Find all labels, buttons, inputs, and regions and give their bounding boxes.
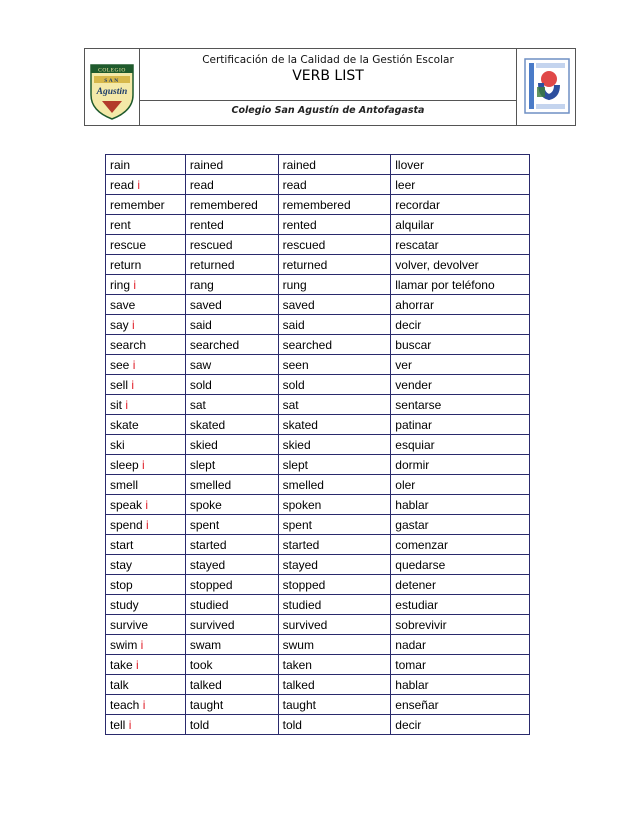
cell-text: said [189,317,212,332]
cell-text: estudiar [395,597,438,612]
cell-text: stay [110,557,133,572]
cell-text: started [189,537,227,552]
verb-past-cell [185,335,278,355]
verb-past-cell [185,255,278,275]
cell-text: survived [189,617,235,632]
cell-text: rescue [110,237,147,252]
document-header [84,48,576,126]
cell-text: rescatar [395,237,439,252]
cell-text: started [282,537,320,552]
cell-text: rent [110,217,131,232]
cell-text: dormir [395,457,430,472]
verb-spanish-cell [391,535,530,555]
verb-base-cell [106,355,186,375]
cell-text: remember [110,197,165,212]
cell-text: spoke [189,497,222,512]
cell-text: sell [110,377,129,392]
verb-base-cell [106,275,186,295]
cell-text: skated [189,417,226,432]
verb-participle-cell [278,615,391,635]
verb-past-cell [185,615,278,635]
verb-participle-cell [278,595,391,615]
cell-text: sobrevivir [395,617,447,632]
verb-base-cell [106,495,186,515]
verb-past-cell [185,355,278,375]
cell-text: search [110,337,147,352]
cell-text: studied [282,597,322,612]
verb-base-cell [106,675,186,695]
verb-participle-cell [278,635,391,655]
cell-text: esquiar [395,437,435,452]
cell-text: read [189,177,214,192]
cell-text: return [110,257,142,272]
cell-text: swum [282,637,314,652]
cell-text: spent [282,517,312,532]
cell-text: sit [110,397,122,412]
cell-text: searched [189,337,240,352]
verb-spanish-cell [391,215,530,235]
table-row [106,635,530,655]
verb-past-cell [185,455,278,475]
verb-spanish-cell [391,495,530,515]
verb-past-cell [185,435,278,455]
cell-text: teach [110,697,140,712]
verb-participle-cell [278,395,391,415]
verb-participle-cell [278,575,391,595]
verb-base-cell [106,195,186,215]
verb-participle-cell [278,175,391,195]
cell-text: sleep [110,457,139,472]
verb-past-cell [185,475,278,495]
verb-spanish-cell [391,455,530,475]
cell-text: patinar [395,417,432,432]
cell-text: llover [395,157,424,172]
cell-text: ski [110,437,125,452]
irregular-marker: i [145,497,149,512]
verb-past-cell [185,175,278,195]
cell-text: hablar [395,497,429,512]
verb-spanish-cell [391,415,530,435]
cell-text: smelled [282,477,324,492]
cell-text: returned [282,257,328,272]
verb-past-cell [185,155,278,175]
school-crest-icon [85,49,139,125]
table-row [106,535,530,555]
cell-text: rained [189,157,224,172]
irregular-marker: i [132,317,135,332]
cell-text: saved [282,297,315,312]
cell-text: llamar por teléfono [395,277,495,292]
verb-spanish-cell [391,255,530,275]
verb-base-cell [106,215,186,235]
table-row [106,175,530,195]
table-row [106,195,530,215]
cell-text: take [110,657,133,672]
cell-text: volver, devolver [395,257,479,272]
verb-base-cell [106,715,186,735]
irregular-marker: i [133,277,137,292]
verb-base-cell [106,295,186,315]
cell-text: told [282,717,302,732]
verb-participle-cell [278,355,391,375]
cell-text: speak [110,497,143,512]
verb-past-cell [185,515,278,535]
verb-participle-cell [278,255,391,275]
verb-past-cell [185,675,278,695]
cell-text: ver [395,357,412,372]
verb-base-cell [106,335,186,355]
cell-text: slept [282,457,308,472]
cell-text: rented [189,217,224,232]
verb-base-cell [106,475,186,495]
certification-line: Certificación de la Calidad de la Gestión Escolar [202,54,454,66]
cell-text: saw [189,357,212,372]
cell-text: stayed [189,557,226,572]
verb-base-cell [106,615,186,635]
verb-participle-cell [278,555,391,575]
cell-text: rented [282,217,317,232]
table-row [106,315,530,335]
verb-spanish-cell [391,375,530,395]
verb-past-cell [185,395,278,415]
irregular-marker: i [142,457,145,472]
verb-spanish-cell [391,675,530,695]
table-row [106,455,530,475]
verb-participle-cell [278,675,391,695]
verb-participle-cell [278,655,391,675]
verb-base-cell [106,555,186,575]
verb-base-cell [106,435,186,455]
cell-text: stayed [282,557,318,572]
verb-past-cell [185,415,278,435]
cell-text: seen [282,357,309,372]
cell-text: skated [282,417,318,432]
verb-past-cell [185,595,278,615]
verb-participle-cell [278,335,391,355]
verb-base-cell [106,535,186,555]
irregular-marker: i [142,697,146,712]
verb-base-cell [106,515,186,535]
svg-text:Agustin: Agustin [96,87,128,97]
right-logo-cell [516,49,575,125]
verb-participle-cell [278,435,391,455]
verb-base-cell [106,595,186,615]
cell-text: returned [189,257,235,272]
cell-text: see [110,357,130,372]
verb-past-cell [185,495,278,515]
cell-text: skied [189,437,218,452]
cell-text: recordar [395,197,440,212]
verb-participle-cell [278,375,391,395]
cell-text: save [110,297,136,312]
verb-spanish-cell [391,175,530,195]
verb-spanish-cell [391,615,530,635]
verb-past-cell [185,275,278,295]
svg-text:SAN: SAN [104,77,120,84]
cell-text: talk [110,677,129,692]
table-row [106,695,530,715]
verb-participle-cell [278,315,391,335]
cell-text: enseñar [395,697,439,712]
cell-text: nadar [395,637,426,652]
cell-text: sentarse [395,397,442,412]
table-row [106,655,530,675]
verb-spanish-cell [391,155,530,175]
cell-text: rescued [282,237,326,252]
table-row [106,715,530,735]
cell-text: rung [282,277,307,292]
verb-spanish-cell [391,515,530,535]
irregular-marker: i [137,177,141,192]
table-row [106,675,530,695]
table-row [106,295,530,315]
verb-past-cell [185,195,278,215]
verb-base-cell [106,455,186,475]
table-row [106,235,530,255]
cell-text: taken [282,657,312,672]
verb-past-cell [185,535,278,555]
irregular-marker: i [146,517,149,532]
verb-participle-cell [278,195,391,215]
cell-text: say [110,317,129,332]
irregular-marker: i [140,637,144,652]
verb-base-cell [106,155,186,175]
verb-participle-cell [278,455,391,475]
verb-base-cell [106,395,186,415]
verb-participle-cell [278,215,391,235]
certification-seal-icon [517,49,575,125]
verb-base-cell [106,575,186,595]
svg-text:COLEGIO: COLEGIO [98,67,126,74]
cell-text: taught [189,697,224,712]
cell-text: remembered [189,197,258,212]
table-row [106,435,530,455]
verb-base-cell [106,415,186,435]
table-row [106,555,530,575]
table-row [106,395,530,415]
cell-text: start [110,537,134,552]
cell-text: sat [189,397,206,412]
verb-spanish-cell [391,555,530,575]
cell-text: talked [282,677,315,692]
verb-past-cell [185,295,278,315]
verb-spanish-cell [391,335,530,355]
cell-text: spoken [282,497,322,512]
verb-participle-cell [278,695,391,715]
cell-text: tell [110,717,126,732]
verb-participle-cell [278,275,391,295]
cell-text: searched [282,337,332,352]
table-row [106,415,530,435]
verb-participle-cell [278,495,391,515]
cell-text: decir [395,717,422,732]
verb-base-cell [106,375,186,395]
verb-spanish-cell [391,195,530,215]
verb-spanish-cell [391,715,530,735]
verb-past-cell [185,655,278,675]
cell-text: rain [110,157,131,172]
cell-text: sold [282,377,305,392]
cell-text: swim [110,637,138,652]
verb-base-cell [106,695,186,715]
cell-text: oler [395,477,416,492]
verb-table [105,154,530,735]
cell-text: ring [110,277,131,292]
cell-text: slept [189,457,216,472]
irregular-marker: i [125,397,129,412]
cell-text: read [110,177,135,192]
header-divider [140,100,516,101]
cell-text: vender [395,377,432,392]
verb-base-cell [106,315,186,335]
table-row [106,575,530,595]
cell-text: talked [189,677,222,692]
verb-base-cell [106,235,186,255]
verb-spanish-cell [391,475,530,495]
cell-text: read [282,177,307,192]
verb-participle-cell [278,415,391,435]
cell-text: quedarse [395,557,446,572]
verb-participle-cell [278,155,391,175]
verb-base-cell [106,635,186,655]
verb-base-cell [106,255,186,275]
irregular-marker: i [132,357,136,372]
verb-past-cell [185,575,278,595]
verb-spanish-cell [391,315,530,335]
school-name: Colegio San Agustín de Antofagasta [231,105,425,116]
cell-text: remembered [282,197,351,212]
cell-text: spent [189,517,220,532]
table-row [106,515,530,535]
cell-text: study [110,597,139,612]
cell-text: rescued [189,237,233,252]
verb-spanish-cell [391,435,530,455]
cell-text: told [189,717,210,732]
table-row [106,375,530,395]
verb-spanish-cell [391,295,530,315]
table-row [106,615,530,635]
page-title: VERB LIST [292,68,364,84]
verb-participle-cell [278,515,391,535]
verb-past-cell [185,715,278,735]
cell-text: sold [189,377,212,392]
verb-spanish-cell [391,575,530,595]
cell-text: ahorrar [395,297,434,312]
cell-text: alquilar [395,217,434,232]
cell-text: smelled [189,477,232,492]
table-row [106,155,530,175]
left-logo-cell [85,49,140,125]
table-row [106,255,530,275]
cell-text: studied [189,597,229,612]
cell-text: saved [189,297,222,312]
cell-text: taught [282,697,316,712]
cell-text: buscar [395,337,432,352]
verb-participle-cell [278,715,391,735]
cell-text: tomar [395,657,426,672]
irregular-marker: i [128,717,132,732]
verb-participle-cell [278,535,391,555]
verb-base-cell [106,655,186,675]
verb-participle-cell [278,295,391,315]
verb-past-cell [185,315,278,335]
cell-text: stopped [282,577,326,592]
verb-past-cell [185,635,278,655]
cell-text: skate [110,417,139,432]
verb-spanish-cell [391,355,530,375]
cell-text: stop [110,577,133,592]
irregular-marker: i [136,657,139,672]
cell-text: gastar [395,517,429,532]
verb-past-cell [185,235,278,255]
verb-base-cell [106,175,186,195]
cell-text: smell [110,477,139,492]
cell-text: detener [395,577,436,592]
table-row [106,215,530,235]
table-row [106,475,530,495]
cell-text: said [282,317,305,332]
cell-text: comenzar [395,537,448,552]
cell-text: took [189,657,213,672]
verb-spanish-cell [391,595,530,615]
verb-spanish-cell [391,275,530,295]
table-row [106,495,530,515]
verb-participle-cell [278,475,391,495]
table-row [106,595,530,615]
cell-text: spend [110,517,143,532]
verb-participle-cell [278,235,391,255]
cell-text: survived [282,617,328,632]
verb-spanish-cell [391,635,530,655]
table-row [106,335,530,355]
cell-text: survive [110,617,149,632]
cell-text: hablar [395,677,429,692]
verb-past-cell [185,695,278,715]
verb-spanish-cell [391,235,530,255]
cell-text: stopped [189,577,233,592]
verb-past-cell [185,215,278,235]
verb-past-cell [185,375,278,395]
verb-past-cell [185,555,278,575]
cell-text: leer [395,177,416,192]
cell-text: sat [282,397,299,412]
cell-text: skied [282,437,311,452]
cell-text: swam [189,637,222,652]
verb-spanish-cell [391,395,530,415]
cell-text: rang [189,277,214,292]
table-row [106,275,530,295]
header-text-area [140,49,516,125]
verb-spanish-cell [391,695,530,715]
cell-text: rained [282,157,316,172]
irregular-marker: i [131,377,135,392]
verb-spanish-cell [391,655,530,675]
table-row [106,355,530,375]
cell-text: decir [395,317,422,332]
